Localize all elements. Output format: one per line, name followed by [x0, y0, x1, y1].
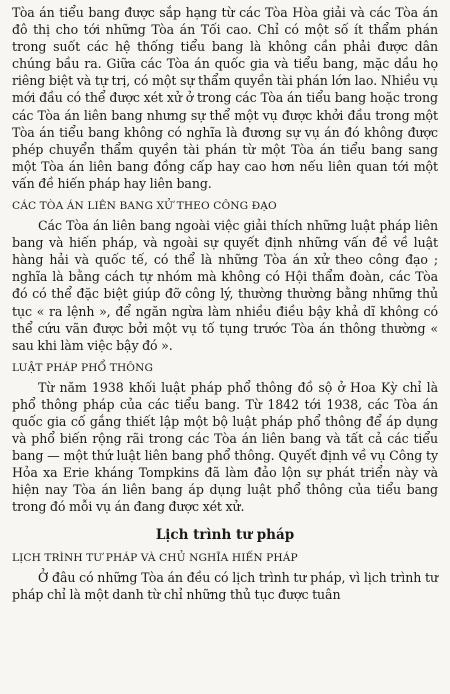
paragraph-state-courts: Tòa án tiểu bang được sắp hạng từ các Tòa Hòa giải và các Tòa án đô thị cho tới những Tòa án Tối cao. Chỉ có một số ít thẩm phán trong suốt các hệ thống tiểu bang là không cần phải được dân chúng bầu ra. Giữa các Tòa án quốc gia và tiểu bang, mặc dầu họ riêng biệt và tự trị, có một sự thẩm quyền tài phán lớn lao. Nhiều vụ mới đầu có thể được xét xử ở trong các Tòa án tiểu bang hoặc trong các Tòa án liên bang nhưng sự thể một vụ được khởi đầu trong một Tòa án tiểu bang không có nghĩa là đương sự vụ án đó không được phép chuyển thẩm quyền tài phán từ một Tòa án tiểu bang sang một Tòa án liên bang đồng cấp hay cao hơn nếu liên quan tới một vấn đề hiến pháp hay liên bang. — [12, 5, 438, 191]
paragraph-equity-courts: Các Tòa án liên bang ngoài việc giải thích những luật pháp liên bang và hiến pháp, và ngoài sự quyết định những vấn đề về luật hàng hải và quốc tế, có thể là những Tòa án xử theo công đạo ; nghĩa là bằng cách tự nhóm mà không có Hội thẩm đoàn, các Tòa đó có thể đặc biệt giúp đỡ công lý, thường thường bằng những thủ tục « ra lệnh », để ngăn ngừa làm nhiều điều bậy khả dĩ không có thể cứu vãn được bởi một vụ tố tụng trước Tòa án thông thường « sau khi làm việc bậy đó ». — [12, 218, 438, 353]
paragraph-common-law: Từ năm 1938 khối luật pháp phổ thông đồ sộ ở Hoa Kỳ chỉ là phổ thông pháp của các tiểu bang. Từ 1842 tới 1938, các Tòa án quốc gia cố gắng thiết lập một bộ luật pháp phổ thông để áp dụng và phổ biến rộng rãi trong các Tòa án liên bang và tất cả các tiểu bang — một thứ luật liên bang phổ thông. Quyết định về vụ Công ty Hỏa xa Erie kháng Tompkins đã làm đảo lộn sự phát triển này và hiện nay Tòa án liên bang áp dụng luật phổ thông của tiểu bang trong đó mỗi vụ án đang được xét xử. — [12, 379, 438, 515]
subheading-constitutionalism: LỊCH TRÌNH TƯ PHÁP VÀ CHỦ NGHĨA HIẾN PHÁP — [12, 551, 298, 564]
paragraph-judicial-process: Ở đâu có những Tòa án đều có lịch trình tư pháp, vì lịch trình tư pháp chỉ là một danh từ chỉ những thủ tục được tuân — [12, 569, 438, 602]
subheading-equity-courts: CÁC TÒA ÁN LIÊN BANG XỬ THEO CÔNG ĐẠO — [12, 200, 277, 213]
subheading-common-law: LUẬT PHÁP PHỔ THÔNG — [12, 361, 154, 374]
section-title-judicial-process: Lịch trình tư pháp — [155, 526, 295, 543]
